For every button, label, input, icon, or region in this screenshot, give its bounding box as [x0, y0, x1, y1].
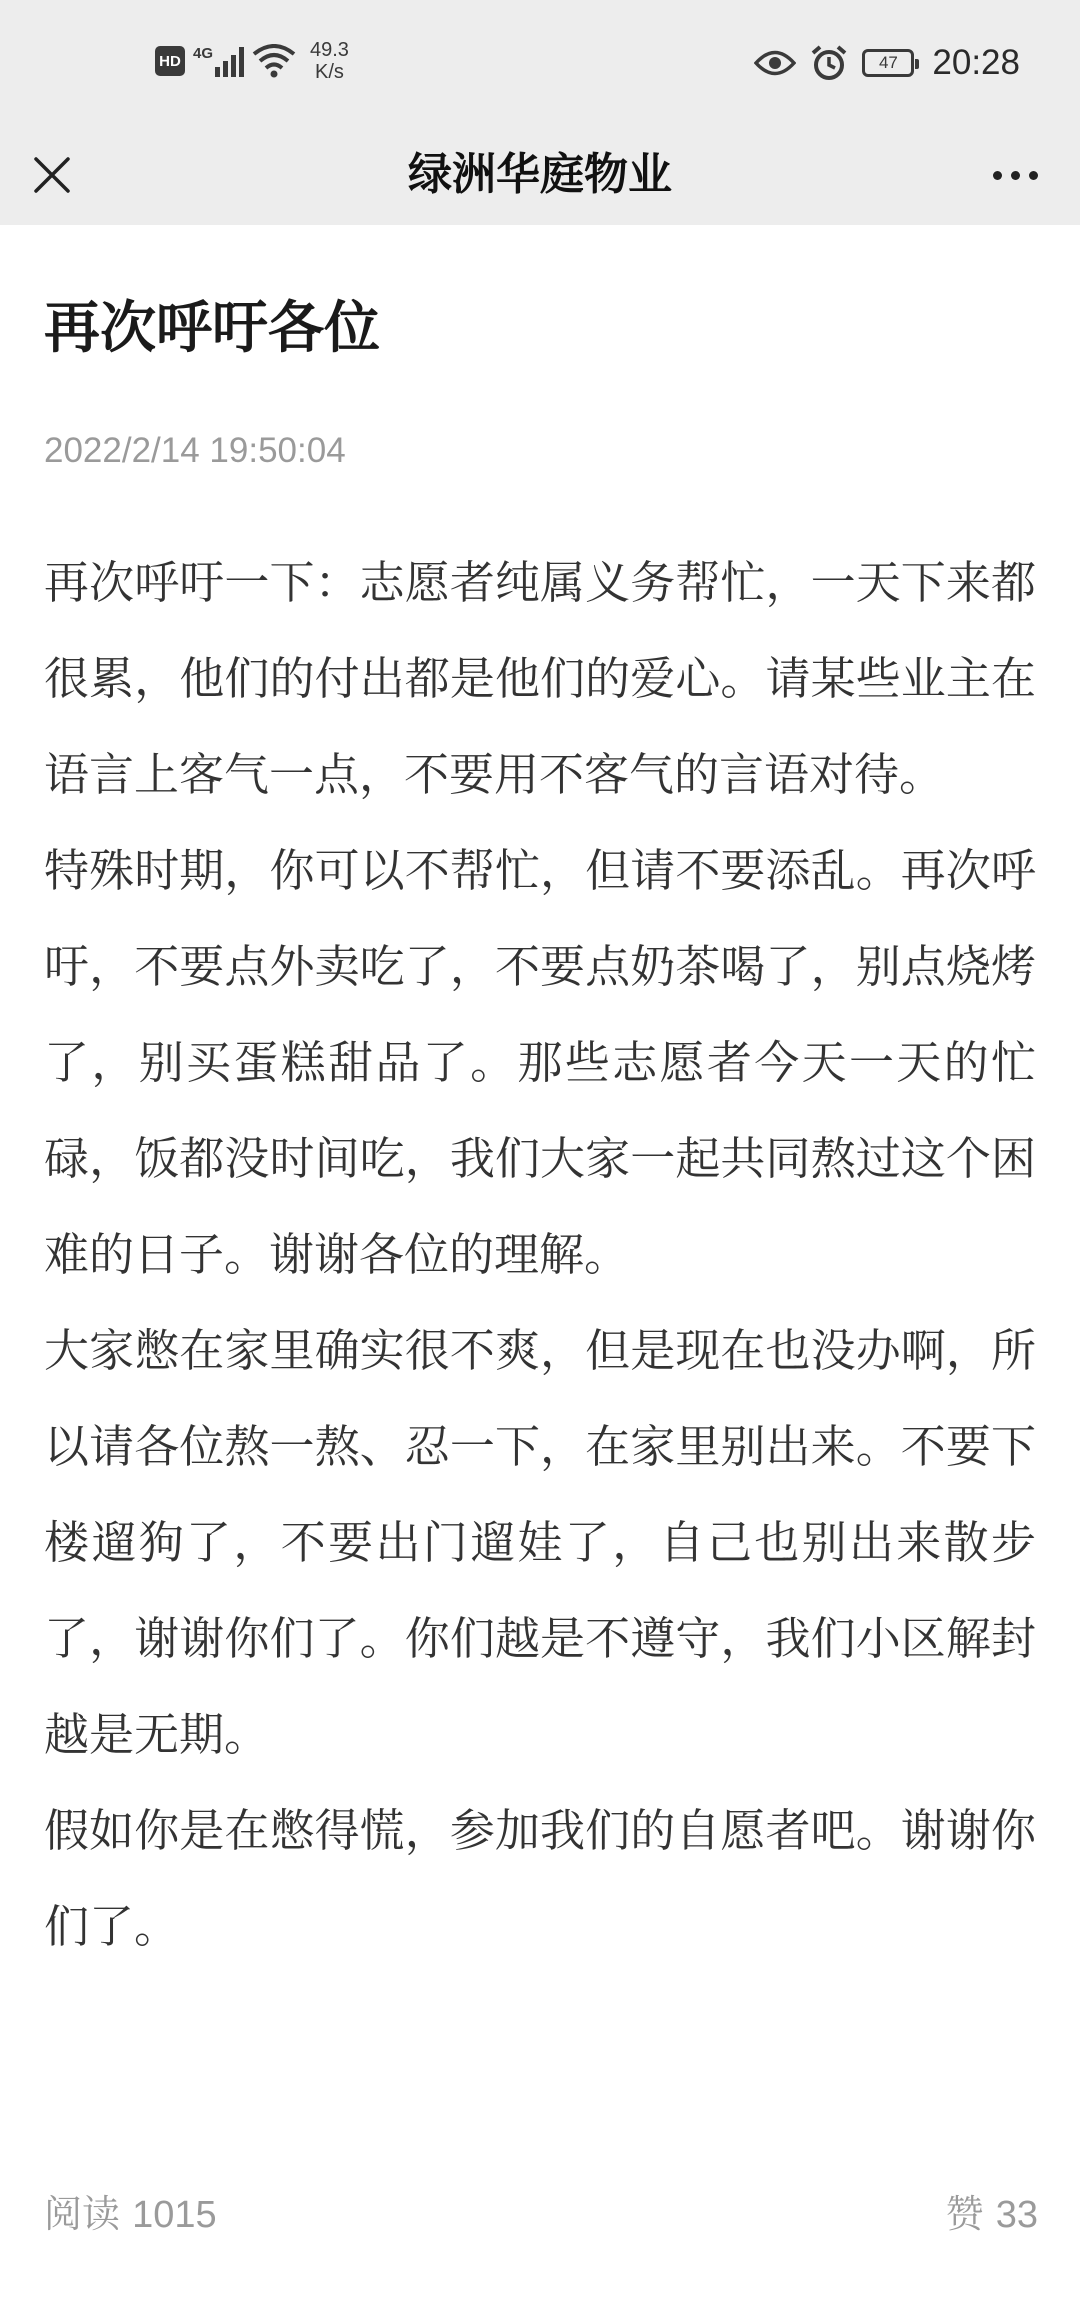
read-count-value: 1015	[132, 2193, 217, 2236]
article-paragraph: 大家憋在家里确实很不爽，但是现在也没办啊，所以请各位熬一熬、忍一下，在家里别出来。不要下楼遛狗了，不要出门遛娃了，自己也别出来散步了，谢谢你们了。你们越是不遵守，我们小区解封越是无期。	[44, 1324, 1036, 1761]
close-button[interactable]	[22, 145, 82, 205]
article	[44, 225, 1036, 1975]
article-footer	[44, 2180, 1038, 2240]
battery-level: 47	[878, 53, 898, 72]
article-paragraph: 假如你是在憋得慌，参加我们的自愿者吧。谢谢你们了。	[44, 1804, 1036, 1953]
network-speed	[310, 39, 349, 83]
eye-icon	[754, 48, 796, 78]
like-button[interactable]	[946, 2183, 1038, 2238]
nav-bar	[0, 125, 1080, 225]
article-date: 2022/2/14 19:50:04	[44, 431, 346, 470]
status-bar	[0, 0, 1080, 125]
status-time: 20:28	[932, 43, 1020, 82]
status-right	[754, 36, 1020, 90]
like-label: 赞	[945, 2191, 984, 2236]
like-count-value: 33	[995, 2193, 1038, 2236]
page-title: 绿洲华庭物业	[408, 149, 672, 200]
battery-icon	[862, 49, 914, 77]
more-icon-dot	[1011, 171, 1020, 180]
more-button[interactable]	[980, 145, 1050, 205]
wifi-icon	[252, 44, 296, 78]
article-paragraph: 再次呼吁一下：志愿者纯属义务帮忙，一天下来都很累，他们的付出都是他们的爱心。请某些业主在语言上客气一点，不要用不客气的言语对待。	[44, 556, 1036, 801]
speed-value: 49.3	[310, 39, 349, 61]
article-title: 再次呼吁各位	[44, 296, 380, 361]
more-icon-dot	[993, 171, 1002, 180]
alarm-icon	[810, 44, 848, 82]
article-paragraph: 特殊时期，你可以不帮忙，但请不要添乱。再次呼吁，不要点外卖吃了，不要点奶茶喝了，别点烧烤了，别买蛋糕甜品了。那些志愿者今天一天的忙碌，饭都没时间吃，我们大家一起共同熬过这个困难的日子。谢谢各位的理解。	[44, 844, 1036, 1281]
network-type-label: 4G	[193, 45, 214, 62]
read-count	[44, 2183, 217, 2238]
speed-unit: K/s	[315, 61, 344, 83]
close-icon	[32, 155, 72, 195]
hd-icon: HD	[155, 46, 185, 76]
signal-icon	[193, 45, 244, 77]
read-label: 阅读	[44, 2191, 121, 2236]
article-body	[44, 535, 1036, 1975]
status-left	[155, 36, 349, 86]
more-icon-dot	[1029, 171, 1038, 180]
